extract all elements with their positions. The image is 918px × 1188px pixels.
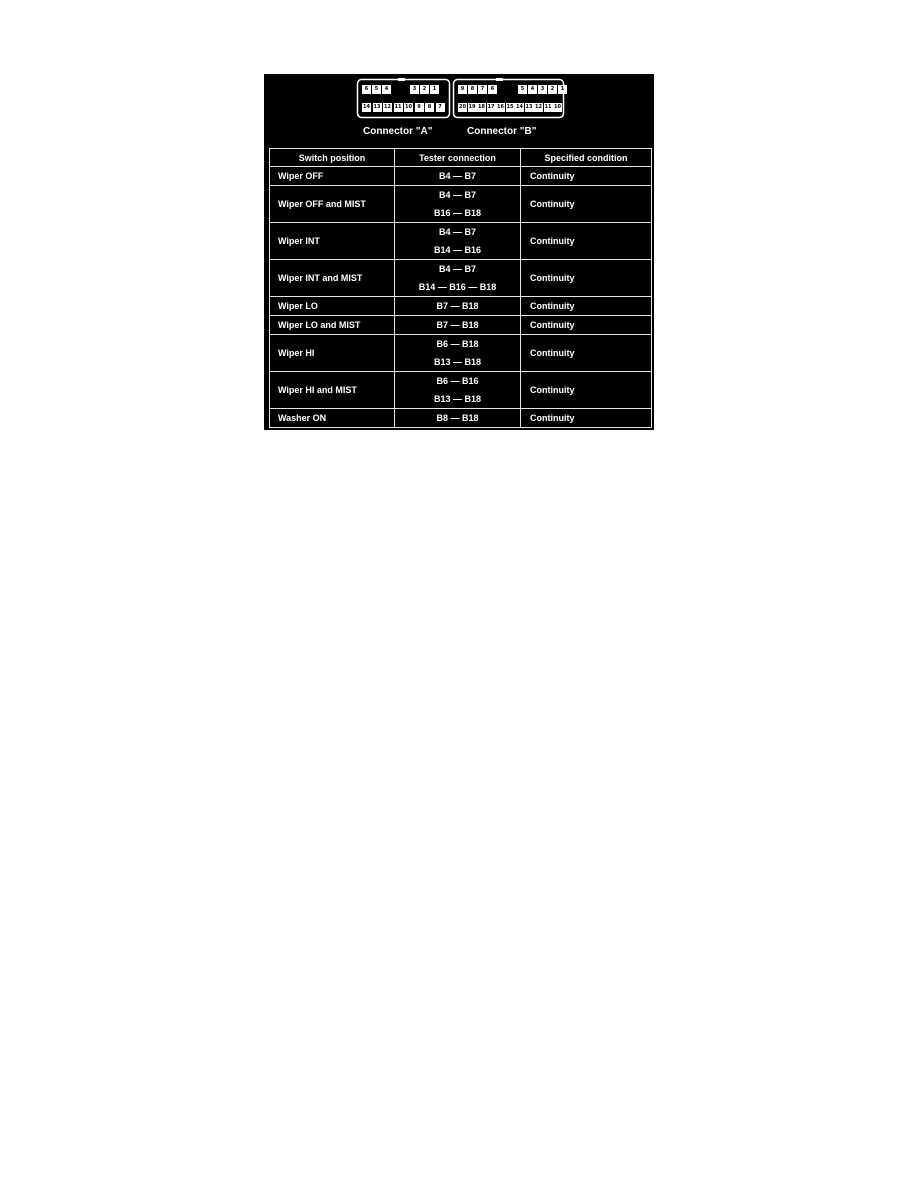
- connector-pin: 2: [548, 85, 557, 94]
- connector-pin: 17: [487, 104, 495, 110]
- specified-condition-cell: Continuity: [521, 167, 652, 186]
- specified-condition-cell: Continuity: [521, 260, 652, 297]
- switch-position-cell: Wiper LO and MIST: [270, 316, 395, 335]
- table-row: [270, 297, 652, 316]
- connector-pin: 1: [558, 85, 567, 94]
- connector-pin: 4: [528, 85, 537, 94]
- tester-connection-line: B6 — B16: [436, 376, 479, 386]
- table-row: [270, 167, 652, 186]
- tester-connection-line: B13 — B18: [433, 357, 482, 367]
- specified-condition-cell: Continuity: [521, 186, 652, 223]
- specified-condition-cell: Continuity: [521, 316, 652, 335]
- connector-pin: 6: [362, 85, 371, 94]
- connector-pin: 11: [394, 104, 402, 110]
- connector-pin: 3: [410, 85, 419, 94]
- connector-pin: 14: [363, 104, 370, 110]
- connector-pin: 13: [525, 104, 533, 110]
- specified-condition-cell: Continuity: [521, 372, 652, 409]
- tester-connection-cell: [395, 372, 521, 409]
- connector-pin: 4: [382, 85, 391, 94]
- switch-position-cell: Wiper INT and MIST: [270, 260, 395, 297]
- connector-pin: 8: [468, 85, 477, 94]
- header-specified-condition: Specified condition: [521, 149, 652, 167]
- table-row: [270, 186, 652, 223]
- switch-position-cell: Wiper INT: [270, 223, 395, 260]
- connector-pin: 12: [384, 104, 391, 110]
- connector-pin: 12: [535, 104, 542, 110]
- specified-condition-cell: Continuity: [521, 409, 652, 428]
- table-header-row: [270, 149, 652, 167]
- connector-pin: 7: [478, 85, 487, 94]
- connector-labels: [264, 126, 654, 140]
- table-body: [270, 167, 652, 428]
- tester-connection-cell: [395, 167, 521, 186]
- specified-condition-cell: Continuity: [521, 223, 652, 260]
- connector-pin: 2: [420, 85, 429, 94]
- tester-connection-line: B4 — B7: [438, 264, 476, 274]
- connector-pin: 3: [538, 85, 547, 94]
- switch-position-cell: Wiper LO: [270, 297, 395, 316]
- table-row: [270, 409, 652, 428]
- connector-diagram: [356, 78, 566, 120]
- table-row: [270, 223, 652, 260]
- tester-connection-cell: [395, 223, 521, 260]
- connector-pin: 9: [458, 85, 467, 94]
- switch-position-cell: Wiper OFF and MIST: [270, 186, 395, 223]
- tester-connection-cell: [395, 297, 521, 316]
- connector-pin: 7: [436, 103, 445, 112]
- connector-pin: 11: [544, 104, 552, 110]
- table-row: [270, 372, 652, 409]
- continuity-spec-table: [269, 148, 652, 428]
- connector-pin: 8: [425, 103, 434, 112]
- tester-connection-cell: [395, 335, 521, 372]
- connector-pin: 6: [488, 85, 497, 94]
- connector-b-label: Connector "B": [467, 126, 537, 137]
- connector-pin: 1: [430, 85, 439, 94]
- connector-pin: 18: [478, 104, 485, 110]
- tester-connection-line: B4 — B7: [438, 190, 476, 200]
- tester-connection-line: B14 — B16: [433, 245, 482, 255]
- tester-connection-cell: [395, 409, 521, 428]
- tester-connection-cell: [395, 260, 521, 297]
- connector-pin: 5: [518, 85, 527, 94]
- connector-pin: 9: [415, 103, 424, 112]
- switch-position-cell: Washer ON: [270, 409, 395, 428]
- connector-pin: 10: [405, 104, 412, 110]
- connector-pin: 20: [459, 104, 466, 110]
- switch-position-cell: Wiper OFF: [270, 167, 395, 186]
- connector-pin: 14: [516, 104, 523, 110]
- switch-position-cell: Wiper HI: [270, 335, 395, 372]
- tester-connection-line: B16 — B18: [433, 208, 482, 218]
- header-switch-position: Switch position: [270, 149, 395, 167]
- tester-connection-line: B7 — B18: [436, 301, 479, 311]
- tester-connection-line: B4 — B7: [438, 171, 476, 181]
- connector-pin: 10: [554, 104, 561, 110]
- connector-pin: 19: [468, 104, 476, 110]
- switch-position-cell: Wiper HI and MIST: [270, 372, 395, 409]
- tester-connection-cell: [395, 316, 521, 335]
- tester-connection-line: B8 — B18: [436, 413, 479, 423]
- tester-connection-line: B6 — B18: [436, 339, 479, 349]
- connector-a-label: Connector "A": [363, 126, 433, 137]
- wiper-switch-figure: [264, 74, 654, 430]
- connector-pin: 16: [497, 104, 504, 110]
- table-row: [270, 335, 652, 372]
- table-row: [270, 316, 652, 335]
- connector-pin: 5: [372, 85, 381, 94]
- connector-pin: 15: [506, 104, 514, 110]
- tester-connection-line: B13 — B18: [433, 394, 482, 404]
- tester-connection-line: B4 — B7: [438, 227, 476, 237]
- table-row: [270, 260, 652, 297]
- tester-connection-line: B7 — B18: [436, 320, 479, 330]
- tester-connection-cell: [395, 186, 521, 223]
- tester-connection-line: B14 — B16 — B18: [418, 282, 497, 292]
- specified-condition-cell: Continuity: [521, 297, 652, 316]
- connector-pin: 13: [373, 104, 381, 110]
- header-tester-connection: Tester connection: [395, 149, 521, 167]
- specified-condition-cell: Continuity: [521, 335, 652, 372]
